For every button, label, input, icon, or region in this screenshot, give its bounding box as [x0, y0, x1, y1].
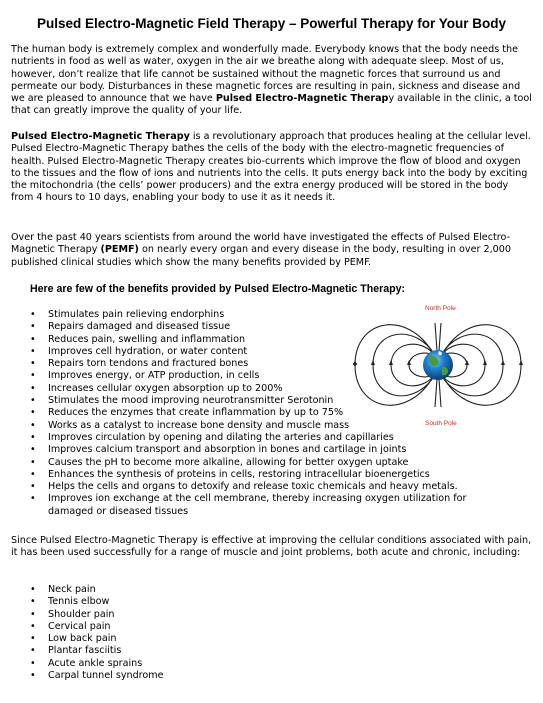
benefit-item: • Works as a catalyst to increase bone density and muscle mass [30, 420, 510, 432]
condition-item: • Cervical pain [30, 621, 330, 633]
condition-item: • Plantar fasciitis [30, 645, 330, 657]
magnetic-field-diagram [345, 301, 531, 429]
benefit-item: • Increases cellular oxygen absorption up to 200% [30, 383, 510, 395]
benefit-item: • Enhances the synthesis of proteins in cells, restoring intracellular bioenergetics [30, 469, 510, 481]
benefit-item: • Improves ion exchange at the cell membrane, thereby increasing oxygen utilization for damaged or diseased tissues [30, 493, 510, 518]
intro-bold-term: Pulsed Electro-Magnetic Therap [215, 93, 389, 105]
benefits-heading: Here are few of the benefits provided by Pulsed Electro-Magnetic Therapy: [30, 283, 405, 295]
benefit-item: • Helps the cells and organs to detoxify and release toxic chemicals and heavy metals. [30, 481, 510, 493]
south-pole-label: South Pole [425, 420, 457, 427]
benefit-item: • Improves energy, or ATP production, in cells [30, 370, 510, 382]
intro-text-start: The human body is extremely complex and wonderfully made. Everybody knows that the body needs the nutrients in food as well as water, oxygen in the air we breathe along with adequate sleep. Most of us, however, don’t realize that life cannot be sustained without the magnetic forces that surround us and permeate our body. Disturbances in these magnetic forces are resulting in pain, sickness and disease and we are pleased to announce that we have [11, 44, 521, 105]
benefit-item: • Reduces the enzymes that create inflammation by up to 75% [30, 407, 510, 419]
condition-item: • Acute ankle sprains [30, 658, 330, 670]
benefit-item: • Reduces pain, swelling and inflammation [30, 334, 510, 346]
research-text-end: on nearly every organ and every disease in the body, resulting in over 2,000 published clinical studies which show the many benefits provided by PEMF. [11, 244, 511, 268]
condition-item: • Neck pain [30, 584, 330, 596]
conditions-intro-paragraph: Since Pulsed Electro-Magnetic Therapy is effective at improving the cellular conditions associated with pain, it has been used successfully for a range of muscle and joint problems, both acute and chronic, including: [11, 535, 532, 559]
page-title: Pulsed Electro-Magnetic Field Therapy – Powerful Therapy for Your Body [36, 16, 507, 31]
pemf-text: is a revolutionary approach that produces healing at the cellular level. Pulsed Electro-Magnetic Therapy bathes the cells of the body with the electro-magnetic frequencies of health. Pulsed Electro-Magnetic Therapy creates bio-currents which improve the flow of blood and oxygen to the tissues and the flow of ions and nutrients into the cells. It puts energy back into the body by exciting the mitochondria (the cells’ power producers) and the extra energy produced will be stored in the body from 4 hours to 10 days, enabling your body to use it as it needs it. [11, 131, 531, 204]
research-bold-term: (PEMF) [100, 244, 139, 256]
intro-paragraph [11, 44, 533, 118]
benefit-item: • Repairs torn tendons and fractured bones [30, 358, 510, 370]
earth-globe-icon [423, 350, 453, 380]
benefit-item: • Improves cell hydration, or water content [30, 346, 510, 358]
benefit-item: • Causes the pH to become more alkaline, allowing for better oxygen uptake [30, 457, 510, 469]
condition-item: • Carpal tunnel syndrome [30, 670, 330, 682]
research-paragraph [11, 232, 533, 269]
benefit-item: • Stimulates the mood improving neurotransmitter Serotonin [30, 395, 510, 407]
condition-item: • Shoulder pain [30, 609, 330, 621]
condition-item: • Tennis elbow [30, 596, 330, 608]
benefit-item: • Improves calcium transport and absorption in bones and cartilage in joints [30, 444, 510, 456]
benefit-item: • Repairs damaged and diseased tissue [30, 321, 510, 333]
conditions-list [30, 584, 330, 682]
north-pole-label: North Pole [425, 305, 456, 312]
pemf-bold-term: Pulsed Electro-Magnetic Therapy [11, 131, 190, 142]
benefit-item: • Improves circulation by opening and dilating the arteries and capillaries [30, 432, 510, 444]
research-text-start: Over the past 40 years scientists from around the world have investigated the effects of Pulsed Electro-Magnetic Therapy [11, 232, 510, 256]
condition-item: • Low back pain [30, 633, 330, 645]
benefit-item: • Stimulates pain relieving endorphins [30, 309, 510, 321]
pemf-paragraph [11, 131, 533, 205]
intro-text-end: y available in the clinic, a tool that can greatly improve the quality of your life. [11, 93, 532, 117]
